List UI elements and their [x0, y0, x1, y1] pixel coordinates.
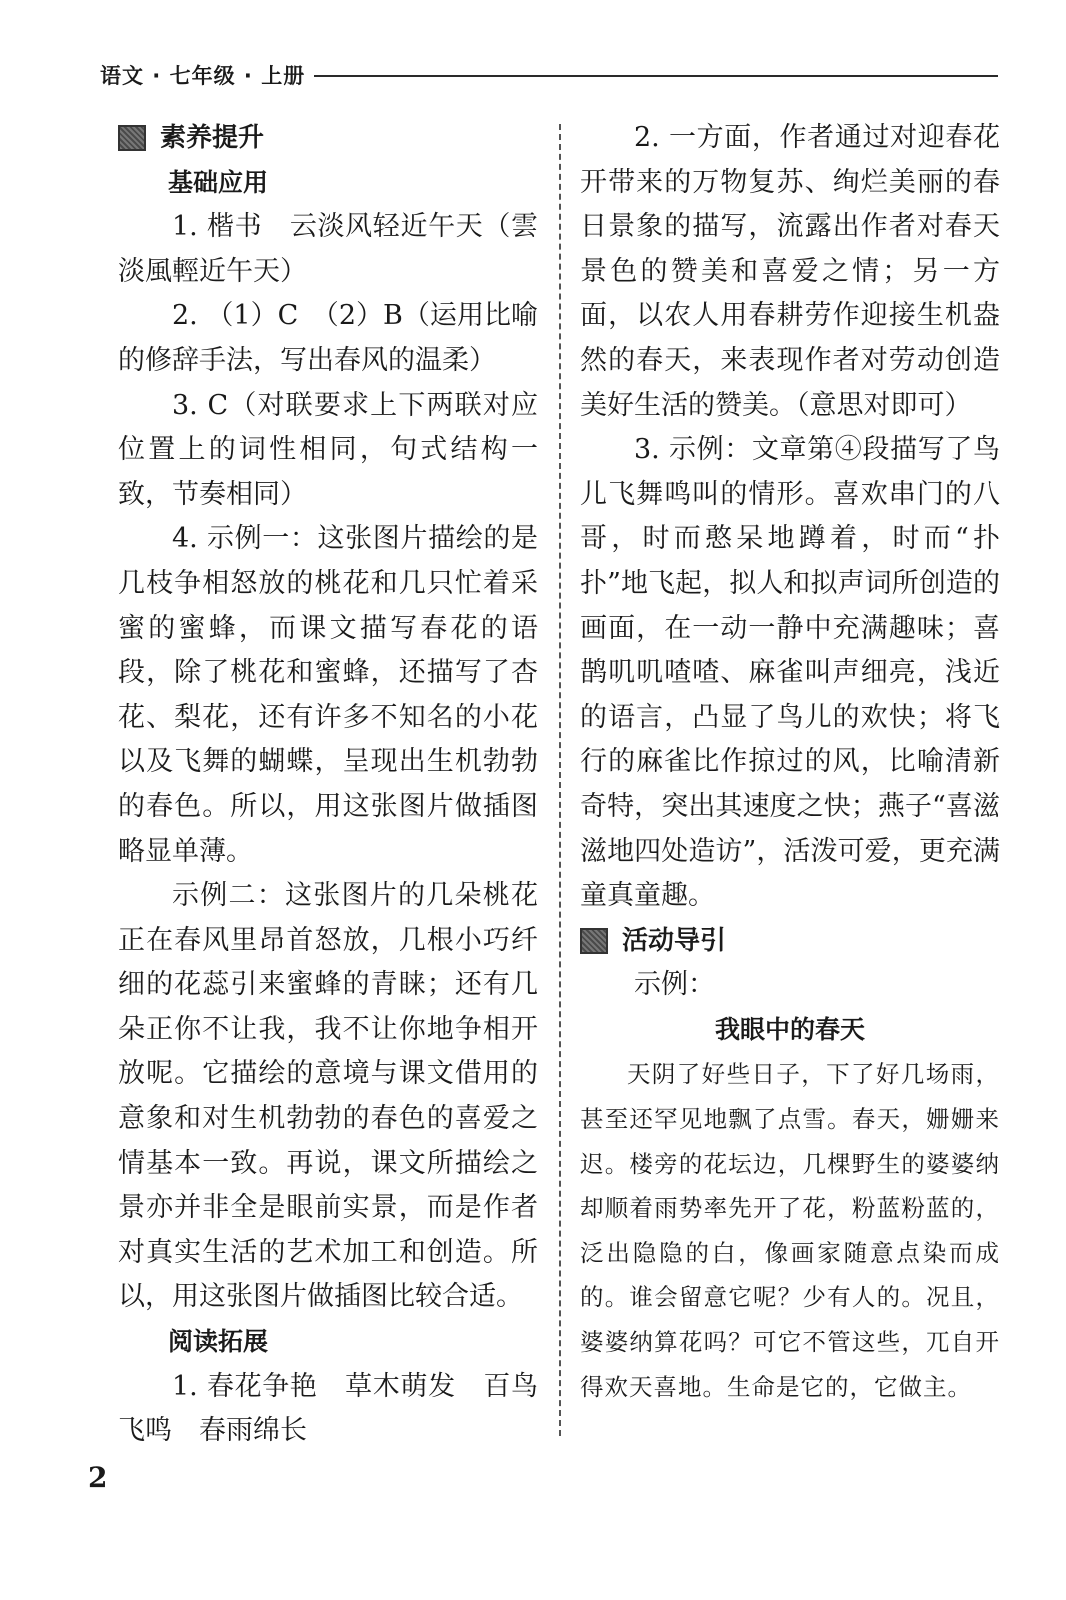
left-column: [118, 116, 538, 1454]
page-number: 2: [88, 1461, 108, 1494]
section-title: 活动导引: [622, 925, 727, 956]
section-title: 素养提升: [160, 123, 265, 153]
section-heading-suyang: [118, 116, 538, 161]
header-title: 语文 · 七年级 · 上册: [100, 64, 306, 88]
answer-item: 3. 示例：文章第④段描写了鸟儿飞舞鸣叫的情形。喜欢串门的八哥，时而憨呆地蹲着，时而“扑扑”地飞起，拟人和拟声词所创造的画面，在一动一静中充满趣味；喜鹊叽叽喳喳、麻雀叫声细亮，浅近的语言，凸显了鸟儿的欢快；将飞行的麻雀比作掠过的风，比喻清新奇特，突出其速度之快；燕子“喜滋滋地四处造访”，活泼可爱，更充满童真童趣。: [580, 434, 1000, 912]
page-header: [100, 60, 998, 92]
header-rule: [314, 75, 998, 77]
answer-item: 2. （1）C （2）B（运用比喻的修辞手法，写出春风的温柔）: [118, 300, 538, 376]
answer-item: 4. 示例一：这张图片描绘的是几枝争相怒放的桃花和几只忙着采蜜的蜜蜂，而课文描写春花的语段，除了桃花和蜜蜂，还描写了杏花、梨花，还有许多不知名的小花以及飞舞的蝴蝶，呈现出生机勃勃的春色。所以，用这张图片做插图略显单薄。: [118, 523, 538, 867]
section-heading-activity: [580, 919, 1000, 964]
answer-item: 示例二：这张图片的几朵桃花正在春风里昂首怒放，几根小巧纤细的花蕊引来蜜蜂的青睐；还有几朵正你不让我，我不让你地争相开放呢。它描绘的意境与课文借用的意象和对生机勃勃的春色的喜爱之情基本一致。再说，课文所描绘之景亦并非全是眼前实景，而是作者对真实生活的艺术加工和创造。所以，用这张图片做插图比较合适。: [118, 880, 538, 1313]
example-label: 示例：: [634, 969, 715, 1001]
section-square-icon: [580, 928, 608, 954]
answer-item: 1. 楷书 云淡风轻近午天（雲淡風輕近午天）: [118, 211, 538, 287]
essay-title: 我眼中的春天: [714, 1014, 865, 1044]
subheading-reading: 阅读拓展: [168, 1327, 269, 1357]
essay-text: 天阴了好些日子，下了好几场雨，甚至还罕见地飘了点雪。春天，姗姗来迟。楼旁的花坛边，几棵野生的婆婆纳却顺着雨势率先开了花，粉蓝粉蓝的，泛出隐隐的白，像画家随意点染而成的。谁会留意它呢？少有人的。况且，婆婆纳算花吗？可它不管这些，兀自开得欢天喜地。生命是它的，它做主。: [580, 1060, 1000, 1401]
column-divider: [559, 124, 561, 1436]
section-square-icon: [118, 125, 146, 151]
right-column: [580, 116, 1000, 1409]
answer-item: 3. C（对联要求上下两联对应位置上的词性相同，句式结构一致，节奏相同）: [118, 389, 538, 510]
subheading-basic: 基础应用: [168, 167, 269, 197]
answer-item: 1. 春花争艳 草木萌发 百鸟飞鸣 春雨绵长: [118, 1370, 538, 1447]
answer-item: 2. 一方面，作者通过对迎春花开带来的万物复苏、绚烂美丽的春日景象的描写，流露出作者对春天景色的赞美和喜爱之情；另一方面，以农人用春耕劳作迎接生机盎然的春天，来表现作者对劳动创造美好生活的赞美。（意思对即可）: [580, 122, 1000, 421]
